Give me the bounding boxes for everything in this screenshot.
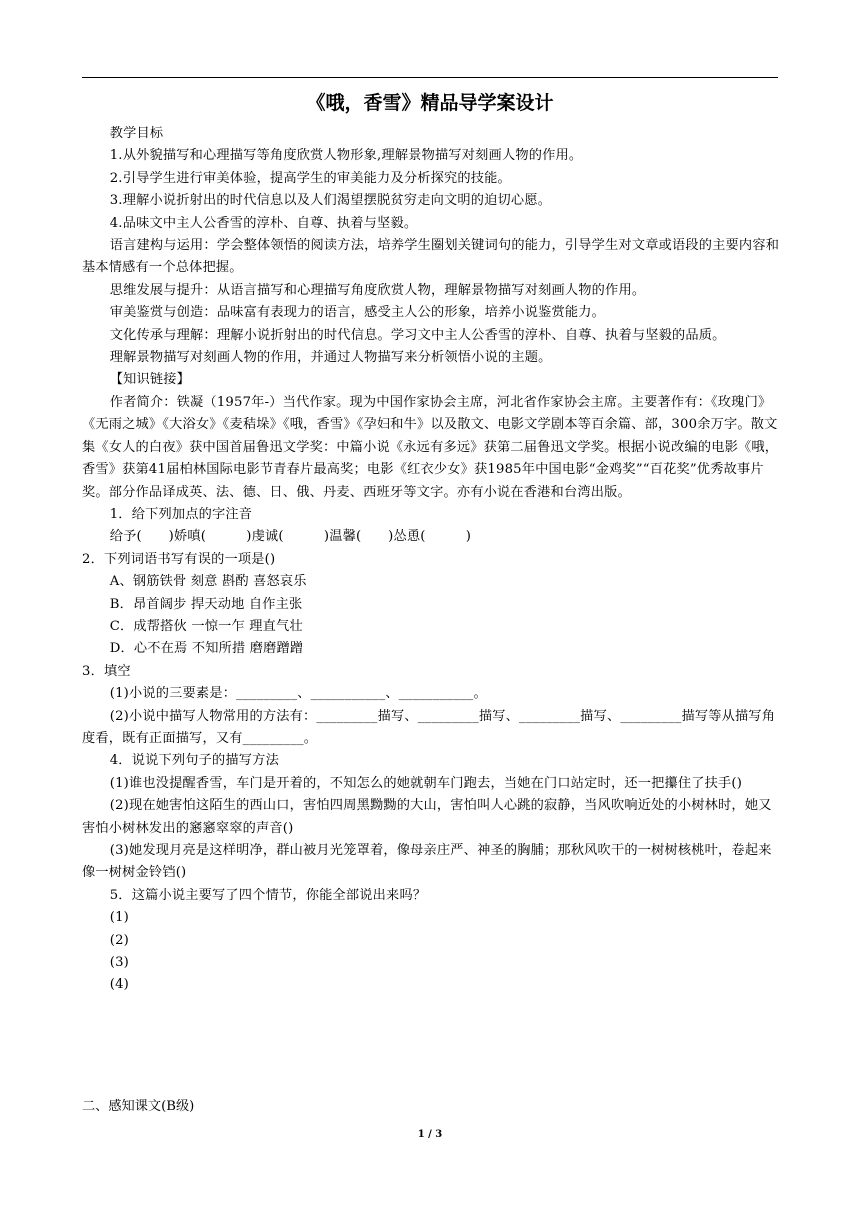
goals-heading: 教学目标 [109,126,164,141]
goal-item: 4.品味文中主人公香雪的淳朴、自尊、执着与坚毅。 [109,215,418,231]
document-body [82,123,782,997]
literacy-item: 理解景物描写对刻画人物的作用，并通过人物描写来分析领悟小说的主题。 [109,350,552,366]
page-title: 《哦，香雪》精品导学案设计 [306,92,554,114]
section-b-heading: 二、感知课文(B级) [82,1099,195,1114]
q3-stem: 3．填空 [82,663,131,679]
header-rule [82,77,778,78]
q5-item: (3) [109,955,129,971]
literacy-item: 思维发展与提升：从语言描写和心理描写角度欣赏人物，理解景物描写对刻画人物的作用。 [109,282,646,298]
q2-stem: 2．下列词语书写有误的一项是() [82,551,276,567]
q1-stem: 1．给下列加点的字注音 [109,506,253,522]
goal-item: 1.从外貌描写和心理描写等角度欣赏人物形象,理解景物描写对刻画人物的作用。 [109,148,583,164]
q4-item: (1)谁也没提醒香雪，车门是开着的，不知怎么的她就朝车门跑去，当她在门口站定时，还一把攥住了扶手() [109,775,743,791]
q5-item: (1) [109,910,129,926]
goal-item: 2.引导学生进行审美体验，提高学生的审美能力及分析探究的技能。 [109,170,511,186]
q2-option-d: D．心不在焉 不知所措 磨磨蹭蹭 [109,641,304,657]
literacy-item: 文化传承与理解：理解小说折射出的时代信息。学习文中主人公香雪的淳朴、自尊、执着与坚毅的品质。 [109,327,726,343]
q4-item: (2)现在她害怕这陌生的西山口，害怕四周黑黝黝的大山，害怕叫人心跳的寂静，当风吹响近处的小树林时，她又害怕小树林发出的窸窸窣窣的声音() [82,798,772,836]
goal-item: 3.理解小说折射出的时代信息以及人们渴望摆脱贫穷走向文明的迫切心愿。 [109,193,552,209]
q2-option-c: C．成帮搭伙 一惊一乍 理直气壮 [109,618,303,634]
q4-stem: 4．说说下列句子的描写方法 [109,753,279,769]
page-number: 1 / 3 [417,1129,443,1140]
q1-pinyin-line: 给予( )娇嗔( )虔诚( )温馨( )怂恿( ) [109,529,472,545]
q4-item: (3)她发现月亮是这样明净，群山被月光笼罩着，像母亲庄严、神圣的胸脯；那秋风吹干的一树树核桃叶，卷起来像一树树金铃铛() [82,843,772,881]
q2-option-a: A、钢筋铁骨 刻意 斟酌 喜怒哀乐 [109,574,307,590]
knowledge-heading: 【知识链接】 [109,372,191,388]
literacy-item: 语言建构与运用：学会整体领悟的阅读方法，培养学生圈划关键词句的能力，引导学生对文章或语段的主要内容和基本情感有一个总体把握。 [82,238,780,276]
q2-option-b: B．昂首阔步 捍天动地 自作主张 [109,596,303,612]
q3-item: (2)小说中描写人物常用的方法有：_________描写、_________描写、_________描写、_________描写等从描写角度看，既有正面描写，又有_________。 [82,708,776,746]
q3-item: (1)小说的三要素是：_________、___________、___________。 [109,686,487,702]
q5-stem: 5．这篇小说主要写了四个情节，你能全部说出来吗？ [109,887,427,903]
q5-item: (4) [109,977,129,993]
author-intro: 作者简介：铁凝（1957年-）当代作家。现为中国作家协会主席，河北省作家协会主席。主要著作有：《玫瑰门》《无雨之城》《大浴女》《麦秸垛》《哦，香雪》《孕妇和牛》以及散文、电影文学剧本等百余篇、部，300余万字。散文集《女人的白夜》获中国首届鲁迅文学奖：中篇小说《永远有多远》获第二届鲁迅文学奖。根据小说改编的电影《哦，香雪》获第41届柏林国际电影节青春片最高奖；电影《红衣少女》获1985年中国电影“金鸡奖”“百花奖”优秀故事片奖。部分作品译成英、法、德、日、俄、丹麦、西班牙等文字。亦有小说在香港和台湾出版。 [82,394,779,500]
literacy-item: 审美鉴赏与创造：品味富有表现力的语言，感受主人公的形象，培养小说鉴赏能力。 [109,305,606,321]
q5-item: (2) [109,932,129,948]
